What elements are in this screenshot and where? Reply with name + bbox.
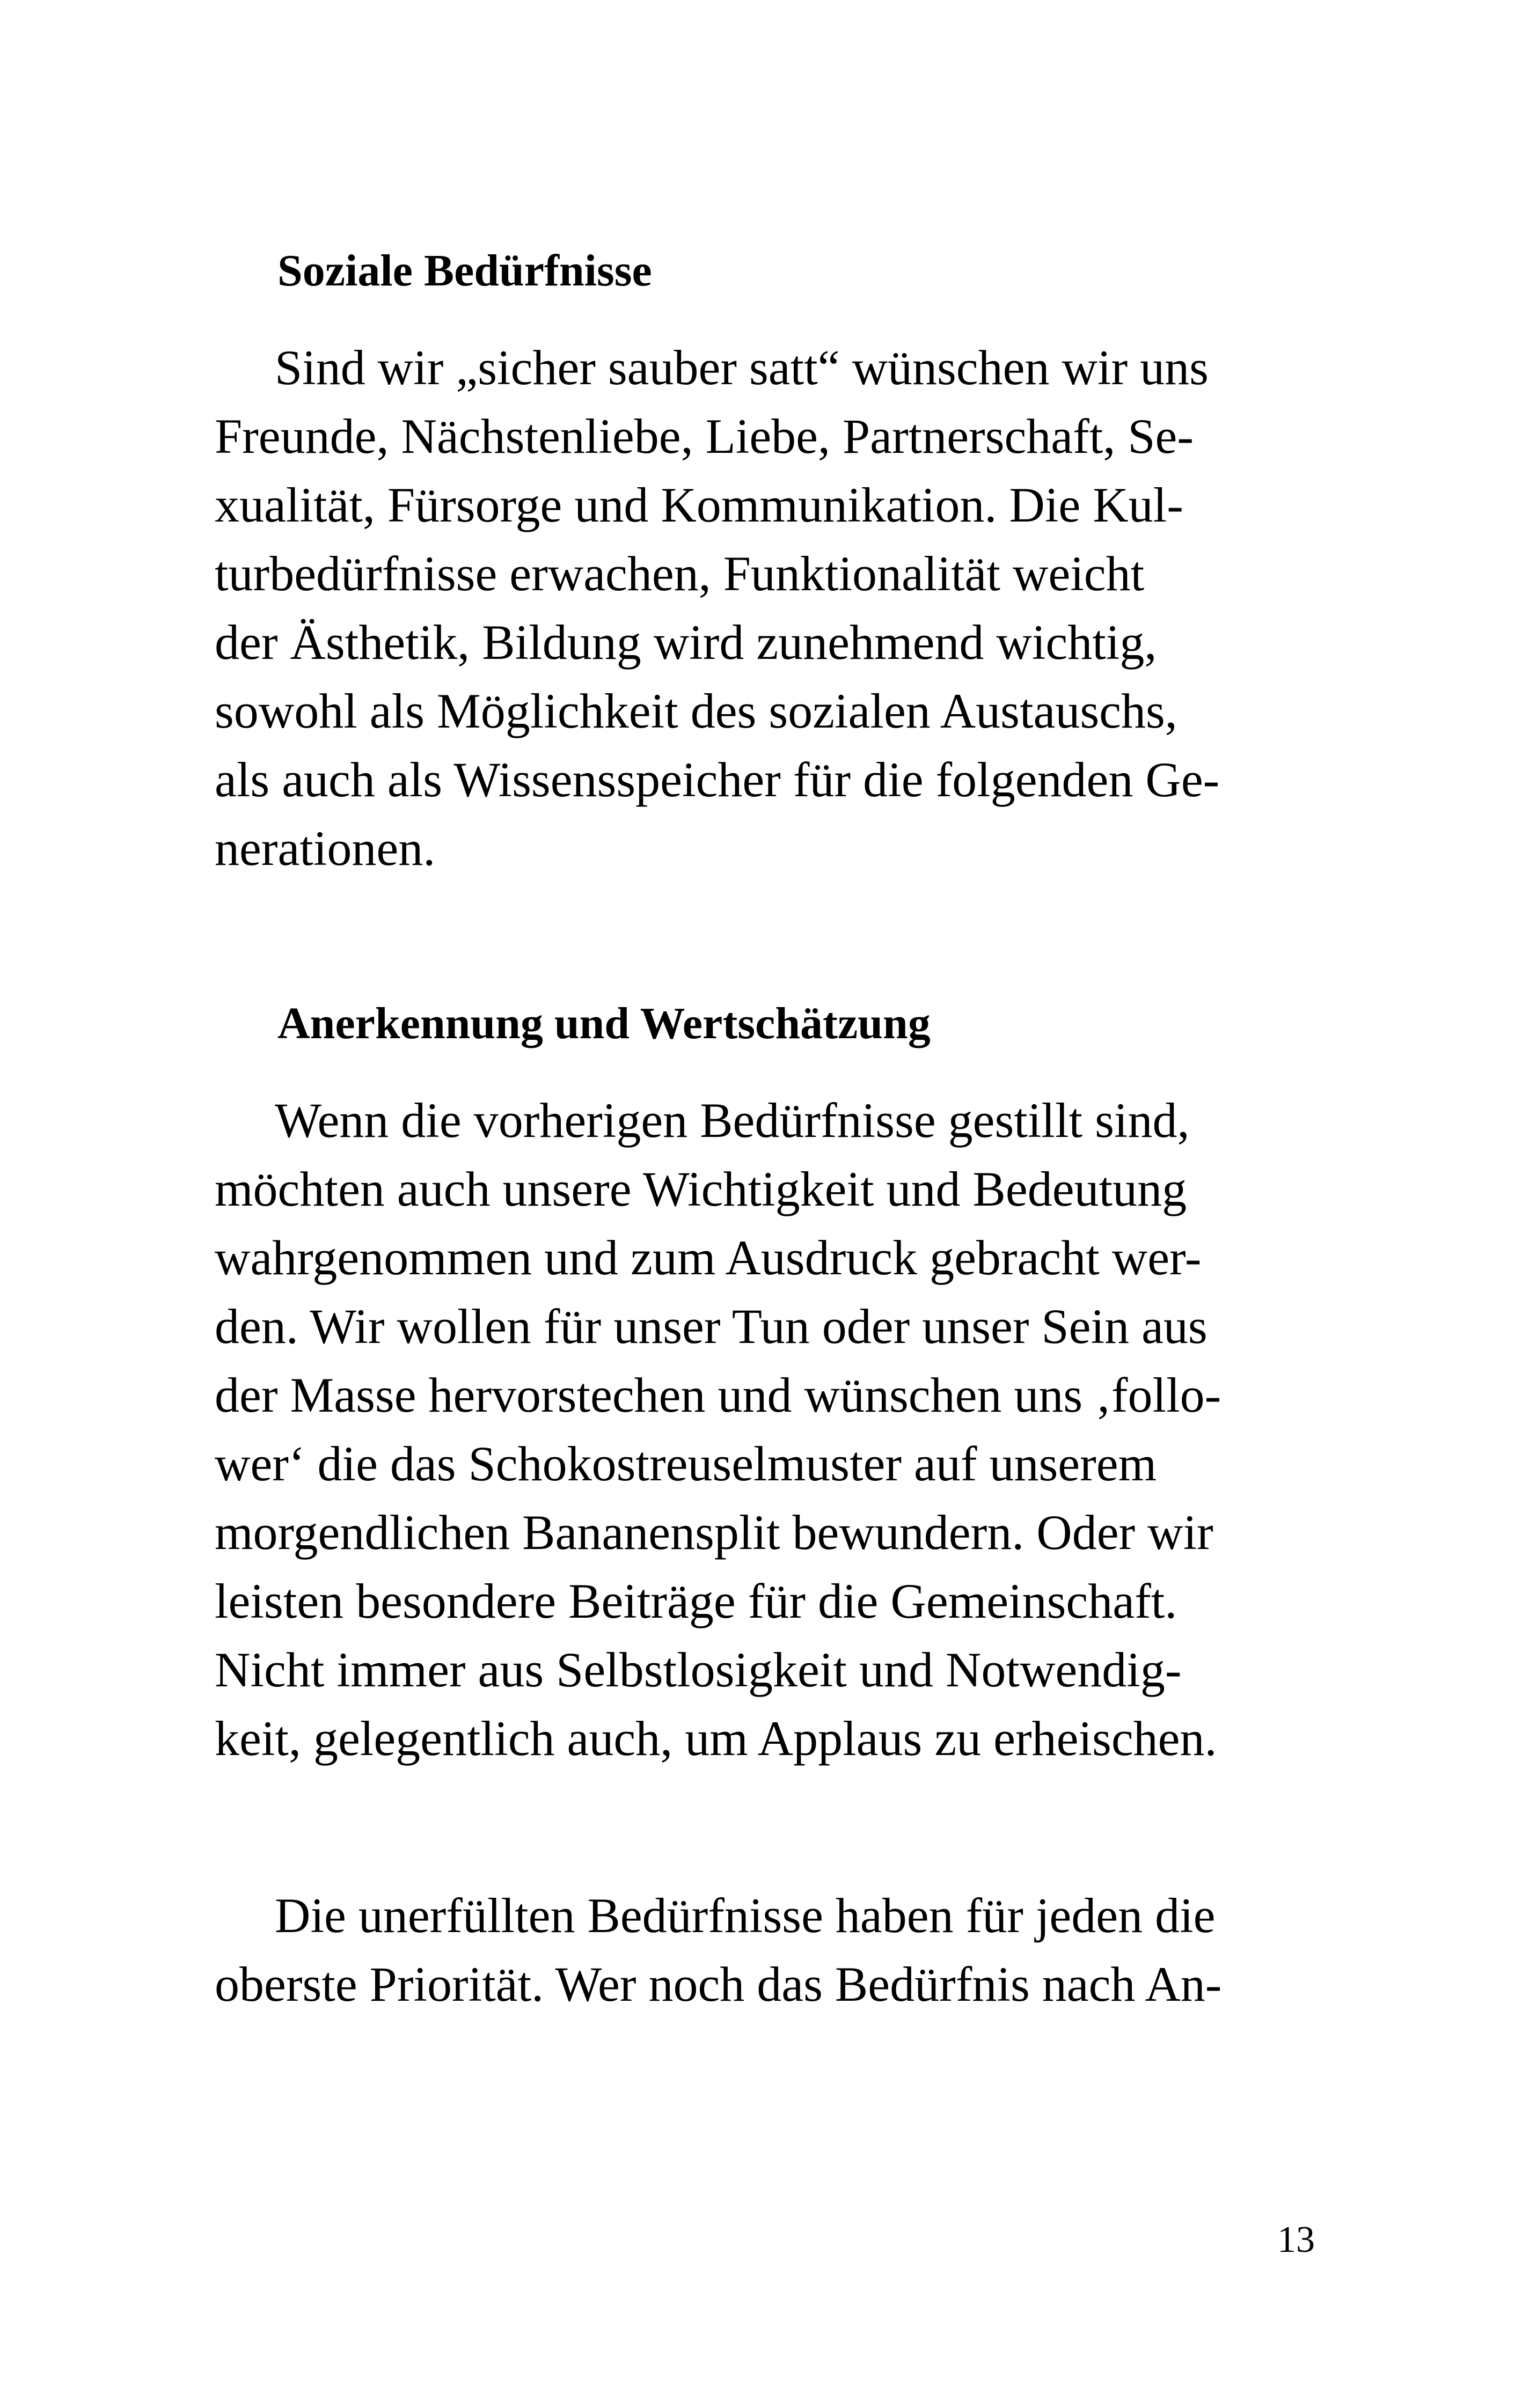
paragraph-line: Sind wir „sicher sauber satt“ wünschen wir uns — [275, 340, 1209, 395]
paragraph-line: Nicht immer aus Selbstlosigkeit und Notwendig- — [215, 1642, 1182, 1697]
paragraph-line: möchten auch unsere Wichtigkeit und Bedeutung — [215, 1162, 1187, 1216]
paragraph-line: der Masse hervorstechen und wünschen uns ‚follo- — [215, 1368, 1221, 1422]
paragraph-line: xualität, Fürsorge und Kommunikation. Die Kul- — [215, 478, 1183, 532]
section-heading-recognition: Anerkennung und Wertschätzung — [277, 999, 931, 1048]
paragraph-line: Wenn die vorherigen Bedürfnisse gestillt sind, — [275, 1093, 1190, 1148]
paragraph-line: als auch als Wissensspeicher für die folgenden Ge- — [215, 752, 1220, 807]
paragraph-line: wahrgenommen und zum Ausdruck gebracht wer- — [215, 1230, 1202, 1285]
paragraph-line: Freunde, Nächstenliebe, Liebe, Partnerschaft, Se- — [215, 409, 1194, 464]
paragraph-line: Die unerfüllten Bedürfnisse haben für jeden die — [275, 1888, 1216, 1943]
section-heading-social-needs: Soziale Bedürfnisse — [277, 246, 652, 296]
paragraph-line: der Ästhetik, Bildung wird zunehmend wichtig, — [215, 615, 1157, 670]
page-number: 13 — [1277, 2219, 1315, 2260]
paragraph-line: oberste Priorität. Wer noch das Bedürfnis nach An- — [215, 1957, 1222, 2011]
paragraph-line: leisten besondere Beiträge für die Gemeinschaft. — [215, 1574, 1177, 1628]
paragraph-line: keit, gelegentlich auch, um Applaus zu erheischen. — [215, 1711, 1217, 1766]
paragraph-line: nerationen. — [215, 821, 436, 876]
paragraph-line: morgendlichen Bananensplit bewundern. Oder wir — [215, 1505, 1213, 1560]
paragraph-line: sowohl als Möglichkeit des sozialen Austauschs, — [215, 684, 1177, 738]
paragraph-line: turbedürfnisse erwachen, Funktionalität weicht — [215, 546, 1145, 601]
paragraph-line: wer‘ die das Schokostreuselmuster auf unserem — [215, 1436, 1157, 1491]
paragraph-line: den. Wir wollen für unser Tun oder unser Sein aus — [215, 1299, 1208, 1354]
